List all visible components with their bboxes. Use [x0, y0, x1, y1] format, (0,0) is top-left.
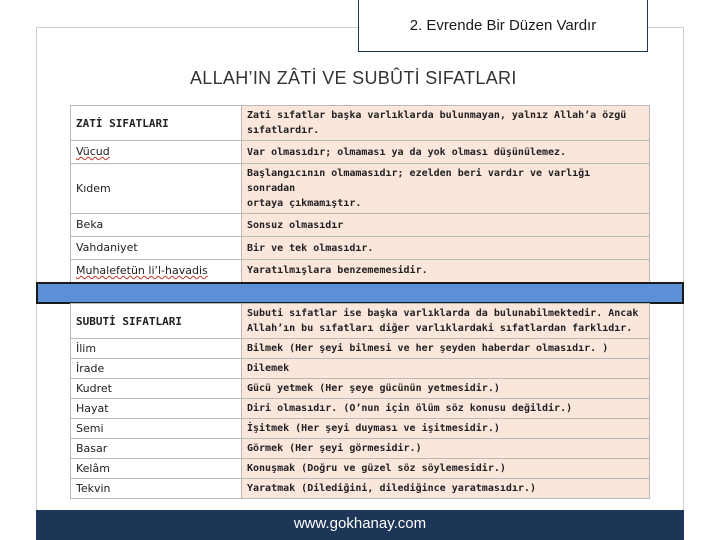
sifat-name-cell — [71, 237, 242, 260]
sifat-desc: Konuşmak (Doğru ve güzel söz söylemesidir.) — [242, 459, 650, 479]
sifat-desc-cell — [242, 214, 650, 237]
sifat-name: Vahdaniyet — [76, 241, 138, 254]
page-title: ALLAH’IN ZÂTİ VE SUBÛTİ SIFATLARI — [190, 68, 517, 88]
sifat-desc: Gücü yetmek (Her şeye gücünün yetmesidir.) — [242, 379, 650, 399]
divider-bar — [36, 282, 684, 304]
table-row — [71, 237, 650, 260]
subuti-heading-desc — [242, 304, 650, 339]
subuti-heading: SUBUTİ SIFATLARI — [76, 314, 182, 328]
desc-line: Yaratılmışlara benzememesidir. — [247, 265, 428, 276]
sifat-name: Semi — [71, 419, 242, 439]
zati-heading-desc — [242, 106, 650, 141]
table-row — [71, 379, 650, 399]
table-row — [71, 164, 650, 214]
zati-heading: ZATİ SIFATLARI — [76, 116, 169, 130]
section-banner: 2. Evrende Bir Düzen Vardır — [358, 0, 648, 52]
desc-line: Var olmasıdır; olmaması ya da yok olması düşünülemez. — [247, 146, 567, 158]
table-row — [71, 339, 650, 359]
subuti-table — [70, 303, 650, 499]
desc-line: Başlangıcının olmamasıdır; ezelden beri vardır ve varlığı sonradan — [247, 168, 591, 194]
sifat-desc: Yaratmak (Dilediğini, dilediğince yaratmasıdır.) — [242, 479, 650, 499]
table-row — [71, 419, 650, 439]
table-row — [71, 359, 650, 379]
table-row — [71, 214, 650, 237]
sifat-name: Kelâm — [71, 459, 242, 479]
desc-line: Allah’ın bu sıfatları diğer varlıklardaki sıfatlardan farklıdır. — [247, 323, 633, 334]
sifat-name: Hayat — [71, 399, 242, 419]
sifat-name-cell — [71, 141, 242, 164]
sifat-name: Basar — [71, 439, 242, 459]
zati-heading-cell — [71, 106, 242, 141]
desc-line: Subuti sıfatlar ise başka varlıklarda da bulunabilmektedir. Ancak — [247, 308, 639, 319]
subuti-heading-cell — [71, 304, 242, 339]
sifat-desc: Dilemek — [242, 359, 650, 379]
table-row — [71, 304, 650, 339]
sifat-desc: Diri olmasıdır. (O’nun için ölüm söz konusu değildir.) — [242, 399, 650, 419]
desc-line: Sonsuz olmasıdır — [247, 219, 344, 231]
table-row — [71, 459, 650, 479]
sifat-desc-cell — [242, 237, 650, 260]
sifat-name: Vücud — [76, 145, 110, 158]
sifat-name: Beka — [76, 218, 104, 231]
sifat-name: İlim — [71, 339, 242, 359]
table-row — [71, 399, 650, 419]
sifat-desc: İşitmek (Her şeyi duyması ve işitmesidir.) — [242, 419, 650, 439]
desc-line: sıfatlardır. — [247, 125, 320, 136]
table-row — [71, 439, 650, 459]
sifat-name: Muhalefetün li’l-havadis — [76, 264, 208, 277]
sifat-name: Kudret — [71, 379, 242, 399]
sifat-name: Tekvin — [71, 479, 242, 499]
sifat-name: İrade — [71, 359, 242, 379]
footer-url: www.gokhanay.com — [293, 515, 427, 532]
sifat-desc-cell — [242, 141, 650, 164]
sifat-desc-cell — [242, 164, 650, 214]
table-row — [71, 479, 650, 499]
desc-line: Bir ve tek olmasıdır. — [247, 242, 374, 254]
desc-line: Zati sıfatlar başka varlıklarda bulunmayan, yalnız Allah’a özgü — [247, 110, 627, 121]
sifat-name-cell — [71, 214, 242, 237]
zati-table — [70, 105, 650, 301]
sifat-desc: Görmek (Her şeyi görmesidir.) — [242, 439, 650, 459]
desc-line: ortaya çıkmamıştır. — [247, 198, 362, 209]
sifat-name-cell — [71, 164, 242, 214]
sifat-desc: Bilmek (Her şeyi bilmesi ve her şeyden haberdar olmasıdır. ) — [242, 339, 650, 359]
sifat-name: Kıdem — [76, 181, 111, 195]
table-row — [71, 141, 650, 164]
table-row — [71, 106, 650, 141]
